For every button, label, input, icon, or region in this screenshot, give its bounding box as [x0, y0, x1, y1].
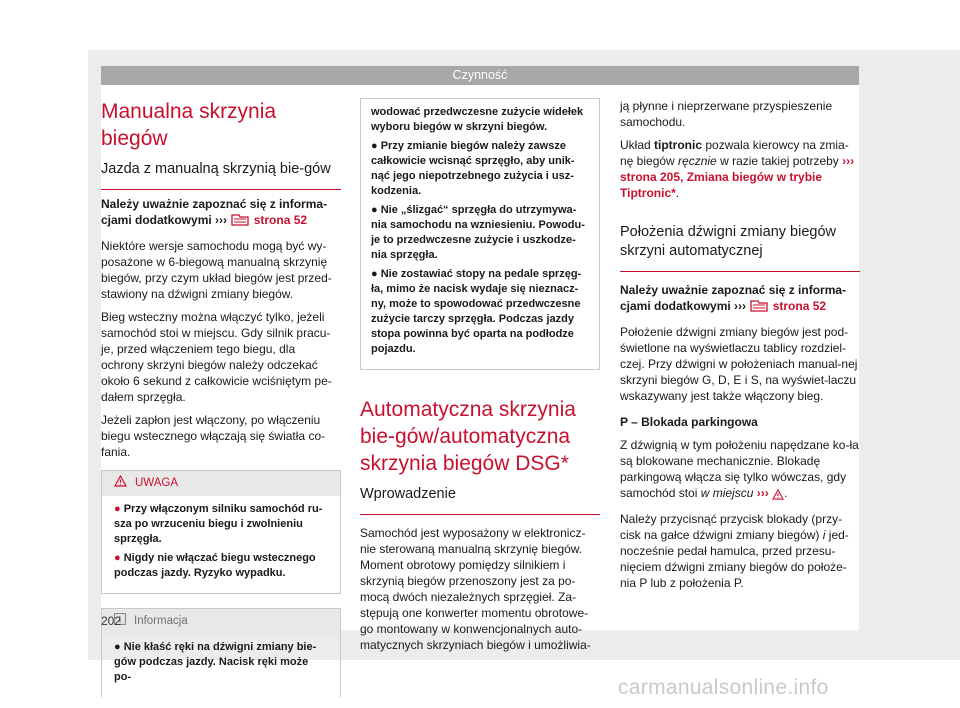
section-title: Manualna skrzynia biegów [101, 100, 277, 150]
info-item: ● Nie zostawiać stopy na pedale sprzęg-ła, mimo że nacisk wydaje się nieznacz-ny, może to spowodować przedwczesne zużycie tarczy sprzęgła. Podczas jazdy stopa powinna być oparta na podłodze pojazdu. [371, 268, 582, 355]
column-3 [620, 98, 860, 598]
warning-label: UWAGA [135, 477, 179, 489]
book-icon [749, 299, 769, 317]
info-item: ● Nie „ślizgać“ sprzęgła do utrzymywa-nia samochodu na wzniesieniu. Powodu-je to przedwczesne zużycie i uszkodze-nia sprzęgła. [371, 204, 585, 261]
info-item: ● Przy zmianie biegów należy zawsze całkowicie wcisnąć sprzęgło, aby unik-nąć jego niepotrzebnego zużycia i usz-kodzenia. [371, 140, 575, 197]
warning-box [101, 470, 341, 594]
reference-note [101, 196, 341, 231]
info-box-continued [360, 98, 600, 370]
column-2 [360, 98, 600, 660]
warning-triangle-icon [114, 475, 127, 492]
info-body [102, 634, 340, 697]
warning-triangle-icon [772, 488, 784, 504]
info-item: ● Nie kłaść ręki na dźwigni zmiany bie-gów podczas jazdy. Nacisk ręki może po- [114, 641, 317, 683]
paragraph: Z dźwignią w tym położeniu napędzane ko-ła są blokowane mechanicznie. Blokadę parkingową włącza się tylko wówczas, gdy samochód stoi w miejscu ››› . [620, 437, 860, 504]
paragraph: Położenie dźwigni zmiany biegów jest pod-świetlone na wyświetlaczu tablicy rozdziel-czej. Przy dźwigni w położeniach manual-nej skrzyni biegów G, D, E i S, na wyświet-laczu wskazywany jest także włączony bieg. [620, 325, 858, 403]
paragraph: Niektóre wersje samochodu mogą być wy-posażone w 6-biegową manualną skrzynię biegów, przy czym układ biegów jest przed-stawiony na dźwigni zmiany biegów. [101, 239, 332, 301]
paragraph: Jeżeli zapłon jest włączony, po włączeniu biegu wstecznego włączają się światła co-fania. [101, 413, 326, 459]
subsection-title: Położenia dźwigni zmiany biegów skrzyni automatycznej [620, 215, 860, 272]
paragraph: Układ tiptronic pozwala kierowcy na zmia-nę biegów ręcznie w razie takiej potrzeby ››› strona 205, Zmiana biegów w trybie Tiptronic*. [620, 138, 855, 200]
watermark: carmanualsonline.info [618, 676, 829, 699]
reference-link[interactable]: ››› strona 205, Zmiana biegów w trybie Tiptronic* [620, 154, 855, 200]
warning-body [102, 496, 340, 593]
reference-note [620, 282, 860, 317]
paragraph: ją płynne i nieprzerwane przyspieszenie samochodu. [620, 99, 833, 129]
column-1 [101, 98, 341, 697]
section-title: Automatyczna skrzynia bie-gów/automatyczna skrzynia biegów DSG* [360, 398, 576, 475]
reference-link[interactable]: strona 52 [253, 213, 308, 227]
warning-item: ● Nigdy nie włączać biegu wstecznego podczas jazdy. Ryzyko wypadku. [114, 552, 316, 579]
warning-item: ● Przy włączonym silniku samochód ru-sza po wrzuceniu biegu i zwolnieniu sprzęgła. [114, 503, 323, 545]
paragraph: Należy przycisnąć przycisk blokady (przy-cisk na gałce dźwigni zmiany biegów) i jed-nocześnie pedał hamulca, przed przesu-nięciem dźwigni zmiany biegów do położe-nia P lub z położenia P. [620, 512, 849, 590]
book-icon [230, 213, 250, 231]
section-header: Czynność [101, 66, 859, 85]
info-box [101, 608, 341, 697]
info-header [102, 609, 340, 634]
subsection-title: Wprowadzenie [360, 485, 600, 515]
reference-note-text: Należy uważnie zapoznać się z informa-cjami dodatkowymi ››› [101, 197, 328, 227]
subsection-title: Jazda z manualną skrzynią bie-gów [101, 160, 341, 190]
paragraph: Bieg wsteczny można włączyć tylko, jeżeli samochód stoi w miejscu. Gdy silnik pracu-je, przed włączeniem tego biegu, dla ochrony skrzyni biegów należy odczekać około 6 sekund z całkowicie wciśniętym pe-dałem sprzęgła. [101, 310, 332, 404]
paragraph: Samochód jest wyposażony w elektronicz-nie sterowaną manualną skrzynię biegów. Moment obrotowy pomiędzy silnikiem i skrzynią biegów przenoszony jest za po-mocą dwóch niezależnych sprzęgieł. Za-stępują one konwerter momentu obrotowe-go montowany w konwencjonalnych auto-matycznych skrzyniach biegów i umożliwia- [360, 526, 591, 652]
reference-link[interactable]: strona 52 [772, 299, 827, 313]
reference-note-text: Należy uważnie zapoznać się z informa-cjami dodatkowymi ››› [620, 283, 847, 313]
info-label: Informacja [134, 615, 188, 627]
paragraph-heading: P – Blokada parkingowa [620, 415, 758, 429]
info-continued-text: wodować przedwczesne zużycie widełek wyboru biegów w skrzyni biegów. [371, 106, 584, 133]
warning-header [102, 471, 340, 496]
page-number: 202 [101, 614, 122, 628]
